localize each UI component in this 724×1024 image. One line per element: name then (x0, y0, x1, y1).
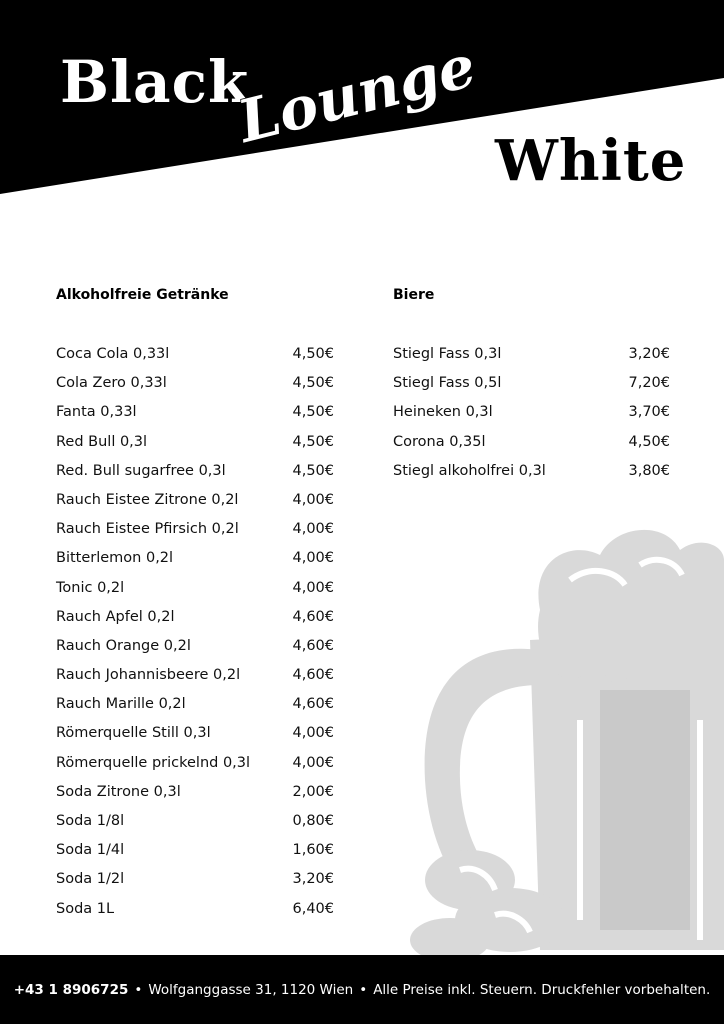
menu-item (56, 632, 334, 661)
menu-item-price: 4,50€ (292, 346, 334, 362)
menu-item-name: Soda Zitrone 0,3l (56, 783, 181, 800)
menu-item-name: Rauch Eistee Pfirsich 0,2l (56, 521, 239, 538)
section-title-beers: Biere (393, 287, 435, 303)
menu-item-name: Soda 1/4l (56, 842, 125, 859)
section-title-soft-drinks: Alkoholfreie Getränke (56, 287, 229, 303)
menu-item (56, 836, 334, 865)
menu-item-name: Red Bull 0,3l (56, 433, 148, 450)
menu-item-price: 4,50€ (628, 433, 670, 450)
menu-item-name: Fanta 0,33l (56, 404, 137, 421)
menu-item-name: Soda 1/8l (56, 813, 125, 829)
logo-word-black: Black (60, 48, 250, 116)
footer-phone: +43 1 8906725 (13, 981, 129, 998)
menu-item-name: Stiegl Fass 0,3l (393, 346, 502, 362)
menu-item-name: Cola Zero 0,33l (56, 375, 167, 392)
menu-item-price: 4,50€ (292, 433, 334, 450)
menu-item-name: Rauch Apfel 0,2l (56, 608, 175, 625)
menu-item-price: 3,20€ (628, 346, 670, 362)
menu-item-name: Stiegl Fass 0,5l (393, 375, 502, 392)
menu-item-name: Rauch Johannisbeere 0,2l (56, 667, 241, 684)
menu-item-price: 2,00€ (292, 783, 334, 800)
menu-item-price: 4,50€ (292, 462, 334, 479)
menu-item (393, 428, 670, 457)
menu-item-price: 4,50€ (292, 404, 334, 421)
menu-item-price: 4,00€ (292, 725, 334, 742)
menu-item-price: 3,20€ (292, 871, 334, 888)
menu-item (56, 486, 334, 515)
menu-item-price: 0,80€ (292, 813, 334, 829)
menu-item (56, 340, 334, 369)
menu-item-name: Rauch Eistee Zitrone 0,2l (56, 491, 239, 508)
soft-drinks-list (56, 340, 334, 924)
menu-item (393, 398, 670, 427)
menu-item (56, 428, 334, 457)
menu-item-price: 4,00€ (292, 754, 334, 771)
menu-item (56, 515, 334, 544)
menu-item-price: 4,60€ (292, 608, 334, 625)
menu-item-name: Soda 1L (56, 900, 115, 917)
menu-item-name: Corona 0,35l (393, 433, 486, 450)
menu-item-name: Tonic 0,2l (56, 579, 125, 596)
menu-item-price: 4,60€ (292, 696, 334, 713)
menu-item (56, 719, 334, 748)
menu-item (56, 398, 334, 427)
menu-item-name: Römerquelle prickelnd 0,3l (56, 754, 251, 771)
menu-item (56, 544, 334, 573)
menu-item-price: 4,60€ (292, 637, 334, 654)
menu-item (56, 865, 334, 894)
menu-item (56, 895, 334, 924)
menu-item-price: 4,00€ (292, 550, 334, 567)
menu-item (56, 369, 334, 398)
footer-note: Alle Preise inkl. Steuern. Druckfehler vorbehalten. (373, 981, 711, 998)
menu-item-price: 4,60€ (292, 667, 334, 684)
menu-item (56, 603, 334, 632)
menu-item (56, 807, 334, 836)
menu-item-name: Soda 1/2l (56, 871, 125, 888)
menu-item-name: Coca Cola 0,33l (56, 346, 170, 362)
menu-item (56, 778, 334, 807)
menu-item-name: Rauch Marille 0,2l (56, 696, 186, 713)
menu-item-price: 3,80€ (628, 462, 670, 479)
menu-item (393, 457, 670, 486)
menu-item-name: Bitterlemon 0,2l (56, 550, 174, 567)
menu-item-name: Red. Bull sugarfree 0,3l (56, 462, 226, 479)
menu-item-price: 4,50€ (292, 375, 334, 392)
menu-item (56, 749, 334, 778)
footer-address: Wolfganggasse 31, 1120 Wien (148, 981, 354, 998)
footer-separator: • (134, 981, 143, 998)
footer-bar (0, 955, 724, 1024)
menu-item-name: Römerquelle Still 0,3l (56, 725, 211, 742)
menu-item (56, 661, 334, 690)
menu-item-price: 6,40€ (292, 900, 334, 917)
menu-item (393, 369, 670, 398)
menu-item (56, 574, 334, 603)
menu-item-price: 4,00€ (292, 491, 334, 508)
logo-word-lounge: Lounge (231, 31, 483, 157)
menu-item (56, 690, 334, 719)
beer-mug-illustration (400, 520, 724, 960)
menu-item-price: 4,00€ (292, 521, 334, 538)
footer-separator: • (359, 981, 368, 998)
logo-word-white: White (495, 128, 687, 194)
menu-item-name: Heineken 0,3l (393, 404, 493, 421)
menu-item-price: 4,00€ (292, 579, 334, 596)
menu-item-name: Rauch Orange 0,2l (56, 637, 191, 654)
menu-item-name: Stiegl alkoholfrei 0,3l (393, 462, 546, 479)
menu-item-price: 1,60€ (292, 842, 334, 859)
menu-item (56, 457, 334, 486)
menu-item-price: 7,20€ (628, 375, 670, 392)
beers-list (393, 340, 670, 486)
menu-item-price: 3,70€ (628, 404, 670, 421)
menu-item (393, 340, 670, 369)
